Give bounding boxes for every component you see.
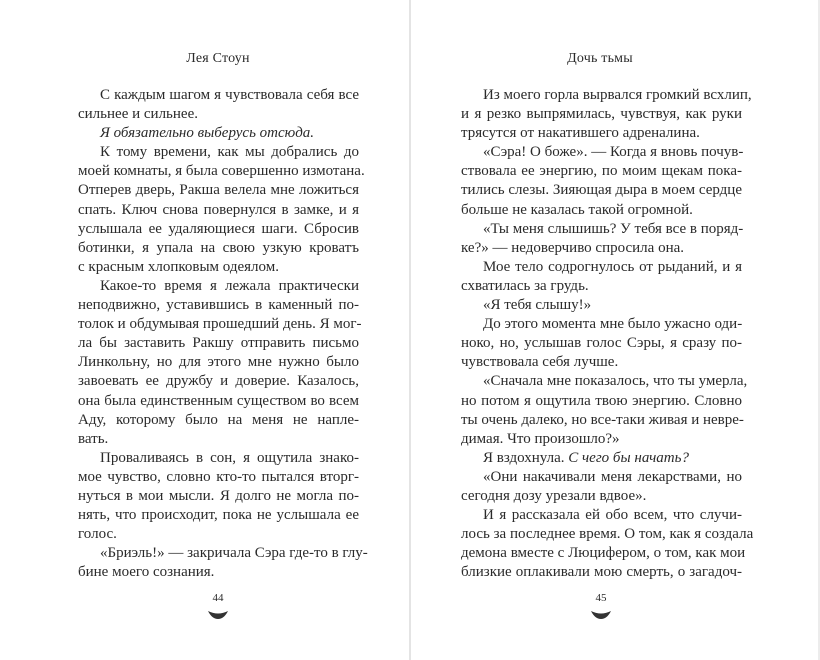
text-line bbox=[461, 563, 742, 582]
text-line bbox=[461, 411, 742, 430]
text-line bbox=[78, 86, 359, 105]
text-line bbox=[461, 143, 742, 162]
text-line bbox=[78, 143, 359, 162]
text-line bbox=[461, 372, 748, 391]
line-text: она была единственным существом во всем bbox=[78, 392, 359, 409]
line-text: голос. bbox=[78, 526, 117, 543]
left-page bbox=[0, 0, 409, 660]
line-text: И я рассказала ей обо всем, что случи- bbox=[483, 507, 742, 524]
text-line bbox=[78, 563, 359, 582]
text-line bbox=[78, 449, 359, 468]
line-text: нуться в мои мысли. Я долго не могла по- bbox=[78, 487, 359, 504]
text-line bbox=[78, 201, 359, 220]
text-line bbox=[461, 430, 742, 449]
line-text: нять, что происходит, пока не услышала ее bbox=[78, 507, 359, 524]
line-text: «Я тебя слышу!» bbox=[483, 297, 592, 314]
line-text: ке?» — недоверчиво спросила она. bbox=[461, 239, 685, 256]
text-line bbox=[78, 487, 359, 506]
line-text: спать. Ключ снова повернулся в замке, и я bbox=[78, 201, 359, 218]
line-text: больше не казалась такой огромной. bbox=[461, 201, 693, 218]
line-text: мое чувство, словно кто-то пытался вторг- bbox=[78, 468, 359, 485]
text-line bbox=[461, 315, 742, 334]
ornament-icon bbox=[591, 610, 611, 620]
text-line bbox=[461, 105, 742, 124]
text-line bbox=[461, 258, 742, 277]
line-text: схватилась за грудь. bbox=[461, 277, 589, 294]
line-text: «Ты меня слышишь? У тебя все в поряд- bbox=[483, 220, 744, 237]
line-text: «Сэра! О боже». — Когда я вновь почув- bbox=[483, 144, 744, 161]
text-line bbox=[461, 334, 742, 353]
line-text: димая. Что произошло?» bbox=[461, 430, 620, 447]
page-body bbox=[461, 86, 754, 582]
line-text: Проваливаясь в сон, я ощутила знако- bbox=[100, 449, 359, 466]
text-line bbox=[461, 487, 742, 506]
text-line bbox=[461, 525, 754, 544]
line-text: Из моего горла вырвался громкий всхлип, bbox=[483, 87, 752, 103]
line-text: ла бы заставить Ракшу отправить письмо bbox=[78, 335, 359, 352]
line-text: сильнее и сильнее. bbox=[78, 106, 198, 123]
line-text: с красным хлопковым одеялом. bbox=[78, 258, 279, 275]
line-text: чувствовала себя лучше. bbox=[461, 354, 619, 371]
running-header-author: Лея Стоун bbox=[186, 51, 250, 66]
text-line bbox=[78, 315, 362, 334]
line-text: Отперев дверь, Ракша велела мне ложиться bbox=[78, 182, 359, 199]
text-line bbox=[78, 506, 359, 525]
line-text: толок и обдумывая прошедший день. Я мог- bbox=[78, 316, 362, 333]
text-line bbox=[78, 220, 359, 239]
line-text: До этого момента мне было ужасно оди- bbox=[483, 316, 743, 333]
text-line bbox=[78, 392, 359, 411]
text-line bbox=[78, 105, 359, 124]
line-text: неподвижно, уставившись в каменный по- bbox=[78, 297, 359, 314]
line-text: «Сначала мне показалось, что ты умерла, bbox=[483, 373, 748, 390]
line-text: Линкольну, но для этого мне нужно было bbox=[78, 354, 359, 371]
line-text: Я обязательно выберусь отсюда. bbox=[100, 125, 315, 142]
text-line bbox=[461, 181, 742, 200]
text-line bbox=[461, 449, 742, 468]
page-number: 44 bbox=[212, 592, 224, 604]
line-text: завоевать ее дружбу и доверие. Казалось, bbox=[78, 373, 359, 390]
text-line bbox=[461, 239, 742, 258]
ornament-icon bbox=[208, 610, 228, 620]
text-line bbox=[461, 296, 742, 315]
line-text: С каждым шагом я чувствовала себя все bbox=[100, 87, 359, 103]
line-text: ты очень далеко, но все-таки живая и невре- bbox=[461, 411, 744, 428]
text-line bbox=[78, 124, 359, 143]
line-text: близкие оплакивали мою смерть, о загадоч- bbox=[461, 564, 742, 581]
text-line bbox=[461, 201, 742, 220]
line-text: «Бриэль!» — закричала Сэра где-то в глу- bbox=[100, 545, 368, 562]
line-text: ботинки, я упала на свою узкую кроватъ bbox=[78, 239, 359, 256]
text-line bbox=[78, 372, 359, 391]
text-line bbox=[461, 353, 742, 372]
line-text: демона вместе с Люцифером, о том, как мои bbox=[461, 545, 746, 562]
line-text: Я вздохнула. bbox=[483, 449, 569, 466]
line-text: услышала ее удаляющиеся шаги. Сбросив bbox=[78, 220, 359, 237]
text-line bbox=[78, 411, 359, 430]
text-line bbox=[78, 430, 359, 449]
text-line bbox=[461, 392, 742, 411]
text-line bbox=[78, 525, 359, 544]
line-text: К тому времени, как мы добрались до bbox=[100, 144, 359, 161]
line-text: бине моего сознания. bbox=[78, 564, 215, 581]
page-number: 45 bbox=[595, 592, 607, 604]
line-text: ствовала ее энергию, по моим щекам пока- bbox=[461, 163, 742, 180]
line-text: Мое тело содрогнулось от рыданий, и я bbox=[483, 258, 742, 275]
line-text: вать. bbox=[78, 430, 109, 447]
line-text: моей комнаты, я была совершенно измотана. bbox=[78, 163, 365, 180]
text-line bbox=[461, 468, 742, 487]
line-text: ноко, но, услышав голос Сэры, я сразу по- bbox=[461, 335, 742, 352]
text-line bbox=[78, 544, 368, 563]
line-text: «Они накачивали меня лекарствами, но bbox=[483, 468, 742, 485]
text-line bbox=[461, 506, 742, 525]
text-line bbox=[461, 544, 746, 563]
line-text: трясутся от накатившего адреналина. bbox=[461, 125, 700, 142]
italic-text: С чего бы начать? bbox=[568, 449, 689, 466]
text-line bbox=[461, 277, 742, 296]
text-line bbox=[78, 296, 359, 315]
line-text: Какое-то время я лежала практически bbox=[100, 277, 359, 294]
text-line bbox=[78, 277, 359, 296]
line-text: тились слезы. Зияющая дыра в моем сердце bbox=[461, 182, 742, 199]
right-page bbox=[411, 0, 820, 660]
text-line bbox=[78, 258, 359, 277]
text-line bbox=[78, 353, 359, 372]
text-line bbox=[78, 181, 359, 200]
text-line bbox=[461, 162, 742, 181]
text-line bbox=[461, 86, 752, 105]
text-line bbox=[78, 239, 359, 258]
line-text: и я резко выпрямилась, чувствуя, как руки bbox=[461, 106, 742, 123]
line-text: лось за последнее время. О том, как я создала bbox=[461, 526, 754, 543]
text-line bbox=[78, 468, 359, 487]
running-header-title: Дочь тьмы bbox=[567, 51, 633, 66]
text-line bbox=[78, 162, 365, 181]
line-text: но потом я ощутила твою энергию. Словно bbox=[461, 392, 742, 409]
text-line bbox=[461, 124, 742, 143]
line-text: Аду, которому было на меня не напле- bbox=[78, 411, 359, 428]
text-line bbox=[461, 220, 742, 239]
page-body bbox=[78, 86, 368, 582]
line-text: сегодня дозу урезали вдвое». bbox=[461, 487, 647, 504]
text-line bbox=[78, 334, 359, 353]
